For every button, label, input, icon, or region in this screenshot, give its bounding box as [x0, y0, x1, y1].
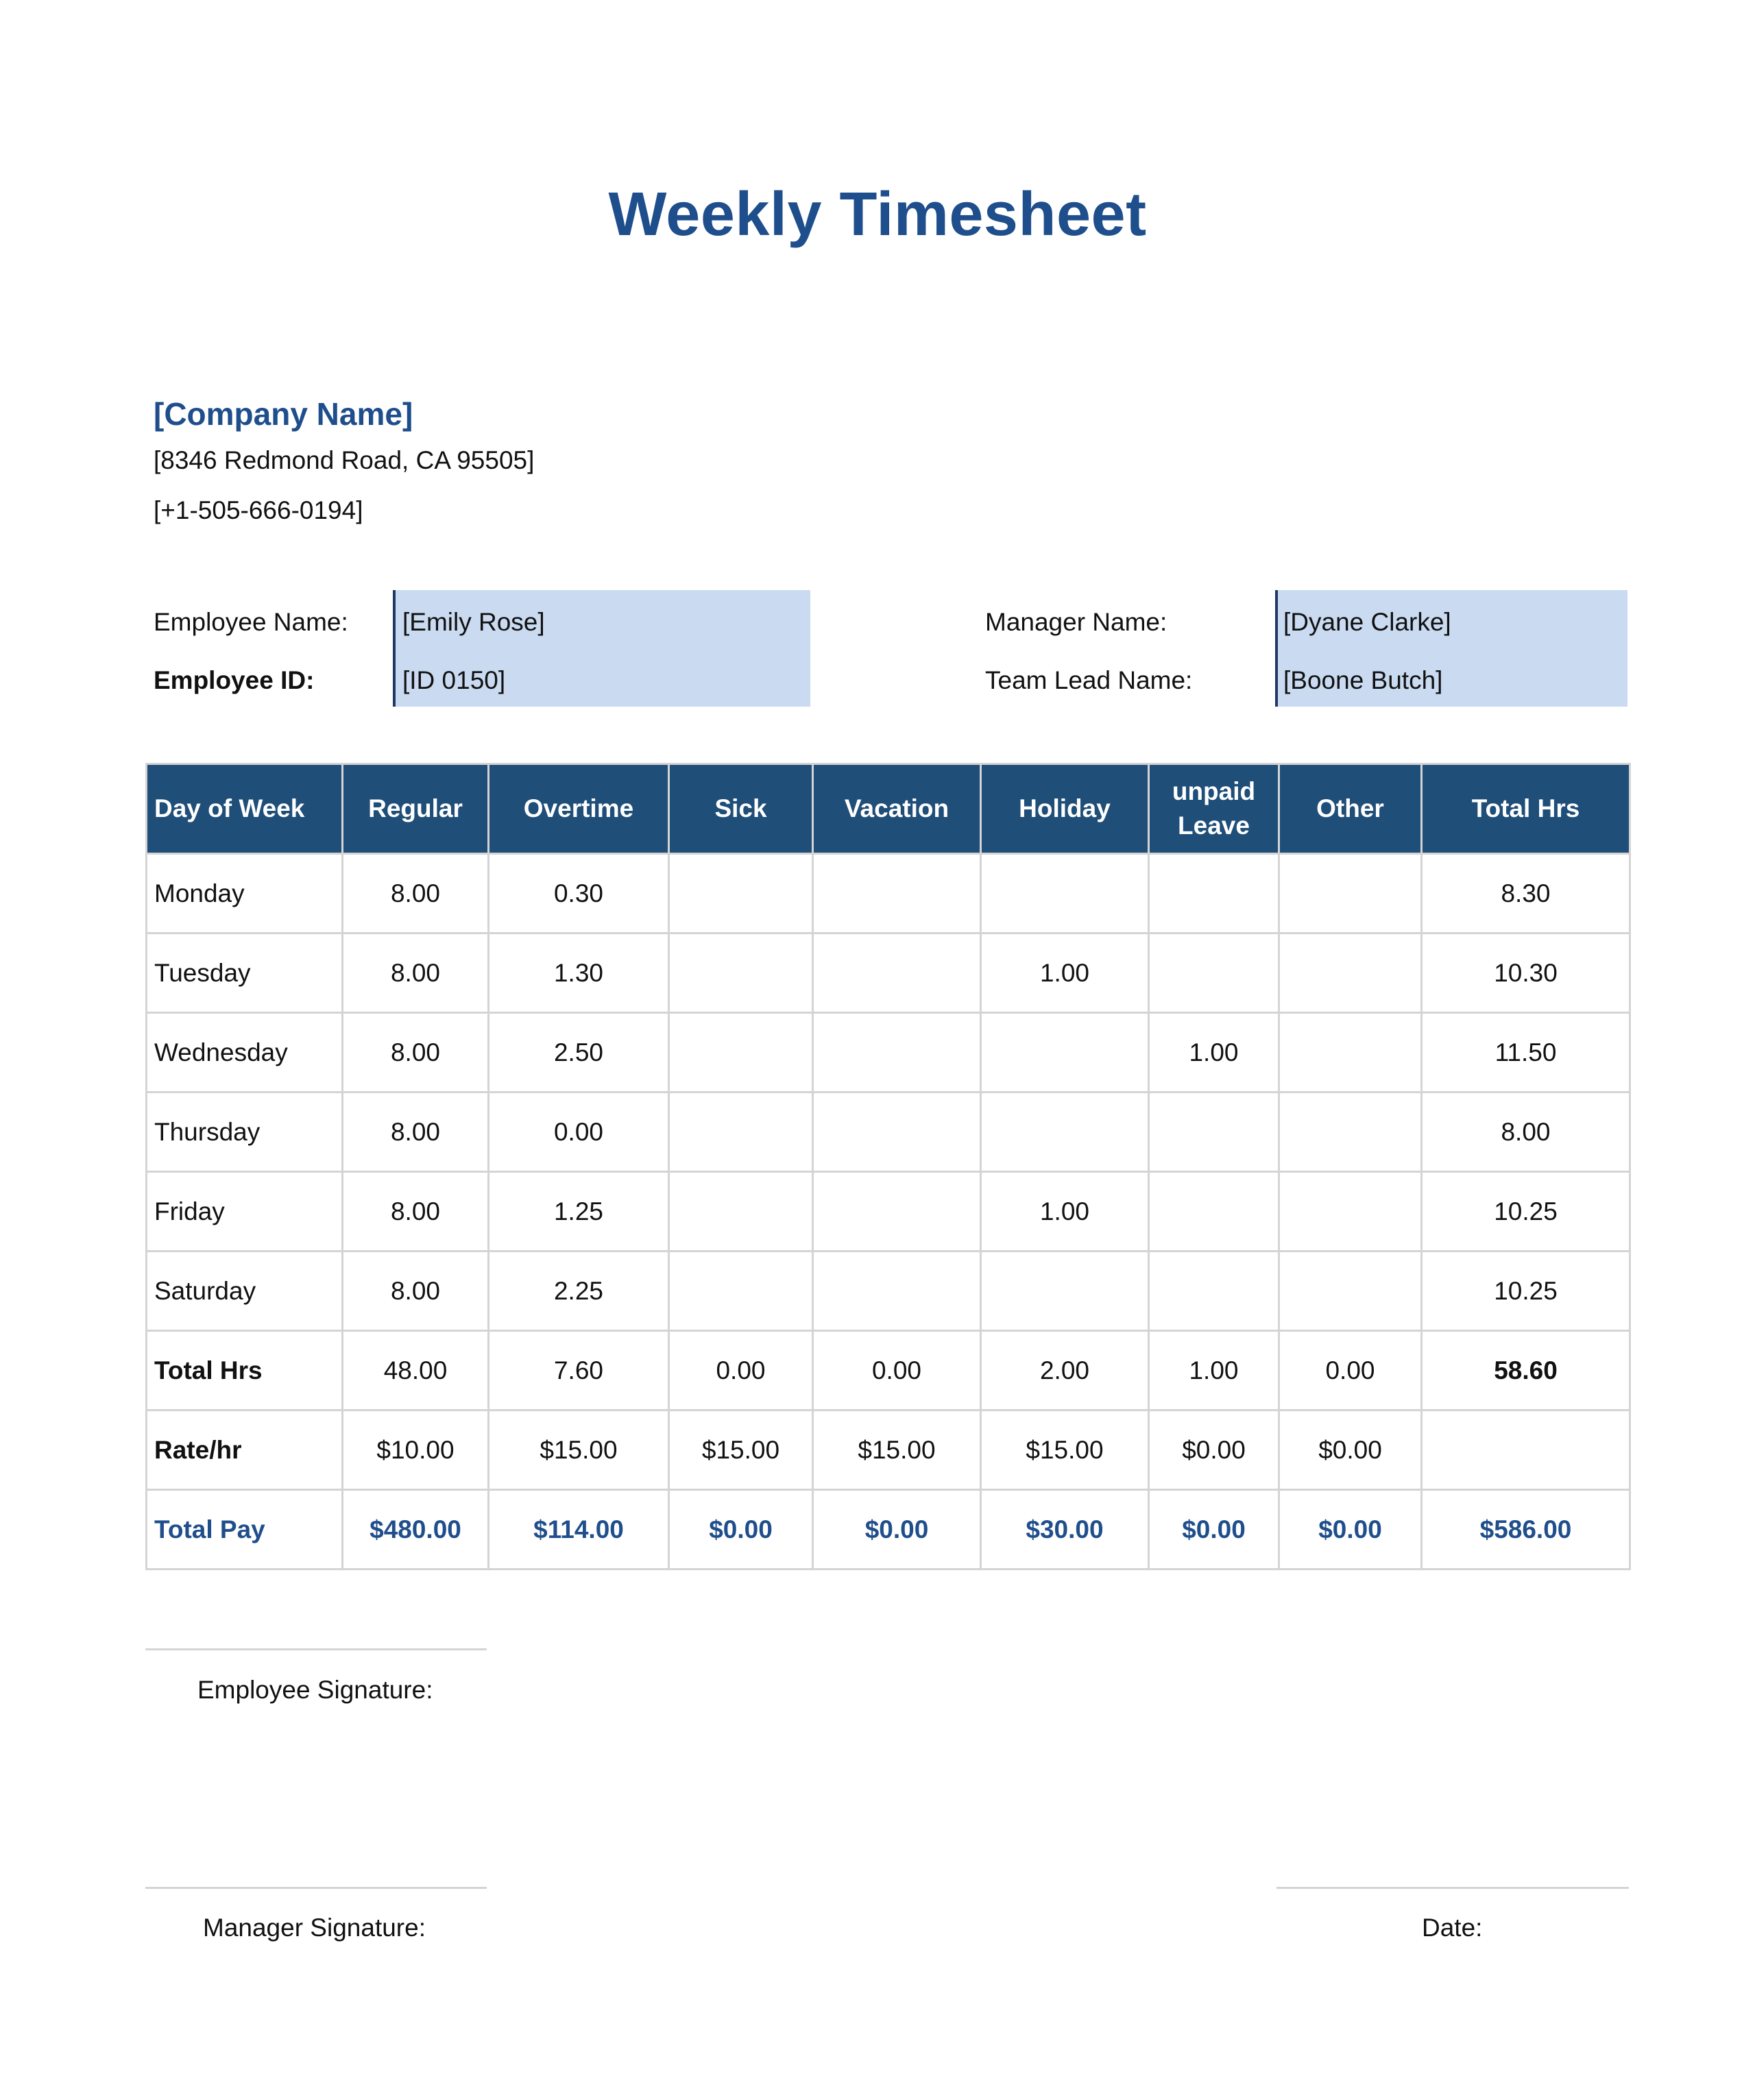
hours-cell[interactable]: 0.30: [489, 854, 669, 933]
hours-cell[interactable]: [669, 1172, 813, 1252]
hours-cell[interactable]: [813, 1092, 981, 1172]
employee-name-label: Employee Name:: [154, 608, 348, 636]
hours-cell[interactable]: 1.30: [489, 933, 669, 1013]
day-cell: Friday: [147, 1172, 343, 1252]
hours-cell[interactable]: [813, 854, 981, 933]
hours-cell[interactable]: [669, 933, 813, 1013]
rate-row: [147, 1411, 1630, 1490]
total-pay-row: [147, 1490, 1630, 1570]
rate-cell[interactable]: $15.00: [813, 1411, 981, 1490]
timesheet-table: [145, 763, 1631, 1570]
rate-cell[interactable]: $0.00: [1149, 1411, 1279, 1490]
day-cell: Tuesday: [147, 933, 343, 1013]
employee-signature-label: Employee Signature:: [197, 1676, 433, 1704]
column-header: Other: [1279, 764, 1422, 854]
hours-cell[interactable]: 8.00: [343, 933, 489, 1013]
day-cell: Wednesday: [147, 1013, 343, 1092]
hours-cell[interactable]: [981, 1252, 1149, 1331]
total-hours-cell: 48.00: [343, 1331, 489, 1411]
company-address: [8346 Redmond Road, CA 95505]: [154, 446, 535, 474]
hours-cell[interactable]: 1.00: [981, 933, 1149, 1013]
hours-cell[interactable]: 1.00: [1149, 1013, 1279, 1092]
hours-cell[interactable]: [1279, 933, 1422, 1013]
table-row: [147, 1172, 1630, 1252]
hours-cell[interactable]: [813, 933, 981, 1013]
rate-cell[interactable]: $15.00: [489, 1411, 669, 1490]
employee-id-label: Employee ID:: [154, 666, 315, 694]
hours-cell[interactable]: [813, 1172, 981, 1252]
hours-cell[interactable]: [1279, 1252, 1422, 1331]
hours-cell[interactable]: 2.50: [489, 1013, 669, 1092]
hours-cell[interactable]: [981, 1013, 1149, 1092]
rate-cell[interactable]: $15.00: [669, 1411, 813, 1490]
hours-cell[interactable]: 8.00: [343, 854, 489, 933]
grand-total-hours: 58.60: [1422, 1331, 1630, 1411]
column-header: Regular: [343, 764, 489, 854]
total-hours-cell: 0.00: [669, 1331, 813, 1411]
date-label: Date:: [1422, 1914, 1483, 1942]
row-total-cell: 10.25: [1422, 1172, 1630, 1252]
manager-name-label: Manager Name:: [985, 608, 1167, 636]
hours-cell[interactable]: [1149, 1172, 1279, 1252]
table-row: [147, 854, 1630, 933]
total-hours-cell: 0.00: [813, 1331, 981, 1411]
hours-cell[interactable]: [813, 1013, 981, 1092]
manager-signature-line[interactable]: [145, 1887, 487, 1889]
rate-cell[interactable]: $10.00: [343, 1411, 489, 1490]
table-row: [147, 1013, 1630, 1092]
company-name: [Company Name]: [154, 396, 413, 432]
pay-cell: $0.00: [813, 1490, 981, 1570]
day-cell: Monday: [147, 854, 343, 933]
pay-cell: $0.00: [1149, 1490, 1279, 1570]
hours-cell[interactable]: 2.25: [489, 1252, 669, 1331]
column-header: Sick: [669, 764, 813, 854]
table-row: [147, 1252, 1630, 1331]
total-hours-cell: 2.00: [981, 1331, 1149, 1411]
column-header: Total Hrs: [1422, 764, 1630, 854]
team-lead-label: Team Lead Name:: [985, 666, 1193, 694]
hours-cell[interactable]: [1149, 1252, 1279, 1331]
total-hours-row: [147, 1331, 1630, 1411]
hours-cell[interactable]: [669, 854, 813, 933]
column-header: Day of Week: [147, 764, 343, 854]
total-hours-cell: 0.00: [1279, 1331, 1422, 1411]
hours-cell[interactable]: [1279, 854, 1422, 933]
hours-cell[interactable]: [669, 1013, 813, 1092]
manager-signature-label: Manager Signature:: [203, 1914, 426, 1942]
column-header: Holiday: [981, 764, 1149, 854]
pay-cell: $0.00: [669, 1490, 813, 1570]
manager-name-field[interactable]: [Dyane Clarke]: [1283, 608, 1451, 636]
row-total-cell: 10.25: [1422, 1252, 1630, 1331]
rate-cell: [1422, 1411, 1630, 1490]
day-cell: Saturday: [147, 1252, 343, 1331]
row-total-cell: 11.50: [1422, 1013, 1630, 1092]
hours-cell[interactable]: 0.00: [489, 1092, 669, 1172]
hours-cell[interactable]: [1279, 1092, 1422, 1172]
hours-cell[interactable]: 1.25: [489, 1172, 669, 1252]
total-hours-cell: 7.60: [489, 1331, 669, 1411]
grand-total-pay: $586.00: [1422, 1490, 1630, 1570]
employee-id-field[interactable]: [ID 0150]: [402, 666, 506, 694]
employee-name-field[interactable]: [Emily Rose]: [402, 608, 545, 636]
day-cell: Thursday: [147, 1092, 343, 1172]
table-row: [147, 933, 1630, 1013]
hours-cell[interactable]: [1149, 1092, 1279, 1172]
table-header-row: [147, 764, 1630, 854]
row-total-cell: 8.00: [1422, 1092, 1630, 1172]
hours-cell[interactable]: 8.00: [343, 1252, 489, 1331]
column-header: Vacation: [813, 764, 981, 854]
hours-cell[interactable]: 8.00: [343, 1013, 489, 1092]
hours-cell[interactable]: [1279, 1172, 1422, 1252]
pay-cell: $30.00: [981, 1490, 1149, 1570]
row-total-cell: 10.30: [1422, 933, 1630, 1013]
date-signature-line[interactable]: [1276, 1887, 1629, 1889]
rate-label: Rate/hr: [147, 1411, 343, 1490]
pay-cell: $480.00: [343, 1490, 489, 1570]
hours-cell[interactable]: 8.00: [343, 1172, 489, 1252]
hours-cell[interactable]: [669, 1252, 813, 1331]
rate-cell[interactable]: $0.00: [1279, 1411, 1422, 1490]
hours-cell[interactable]: [813, 1252, 981, 1331]
hours-cell[interactable]: 8.00: [343, 1092, 489, 1172]
total-hours-cell: 1.00: [1149, 1331, 1279, 1411]
hours-cell[interactable]: [1279, 1013, 1422, 1092]
hours-cell[interactable]: [669, 1092, 813, 1172]
total-hours-label: Total Hrs: [147, 1331, 343, 1411]
pay-cell: $114.00: [489, 1490, 669, 1570]
pay-cell: $0.00: [1279, 1490, 1422, 1570]
row-total-cell: 8.30: [1422, 854, 1630, 933]
rate-cell[interactable]: $15.00: [981, 1411, 1149, 1490]
table-row: [147, 1092, 1630, 1172]
hours-cell[interactable]: [981, 1092, 1149, 1172]
hours-cell[interactable]: [981, 854, 1149, 933]
page-title: Weekly Timesheet: [608, 180, 1147, 249]
team-lead-field[interactable]: [Boone Butch]: [1283, 666, 1443, 694]
company-phone: [+1-505-666-0194]: [154, 496, 363, 524]
hours-cell[interactable]: [1149, 854, 1279, 933]
column-header: Overtime: [489, 764, 669, 854]
column-header: unpaid Leave: [1149, 764, 1279, 854]
hours-cell[interactable]: 1.00: [981, 1172, 1149, 1252]
total-pay-label: Total Pay: [147, 1490, 343, 1570]
hours-cell[interactable]: [1149, 933, 1279, 1013]
employee-signature-line[interactable]: [145, 1648, 487, 1650]
